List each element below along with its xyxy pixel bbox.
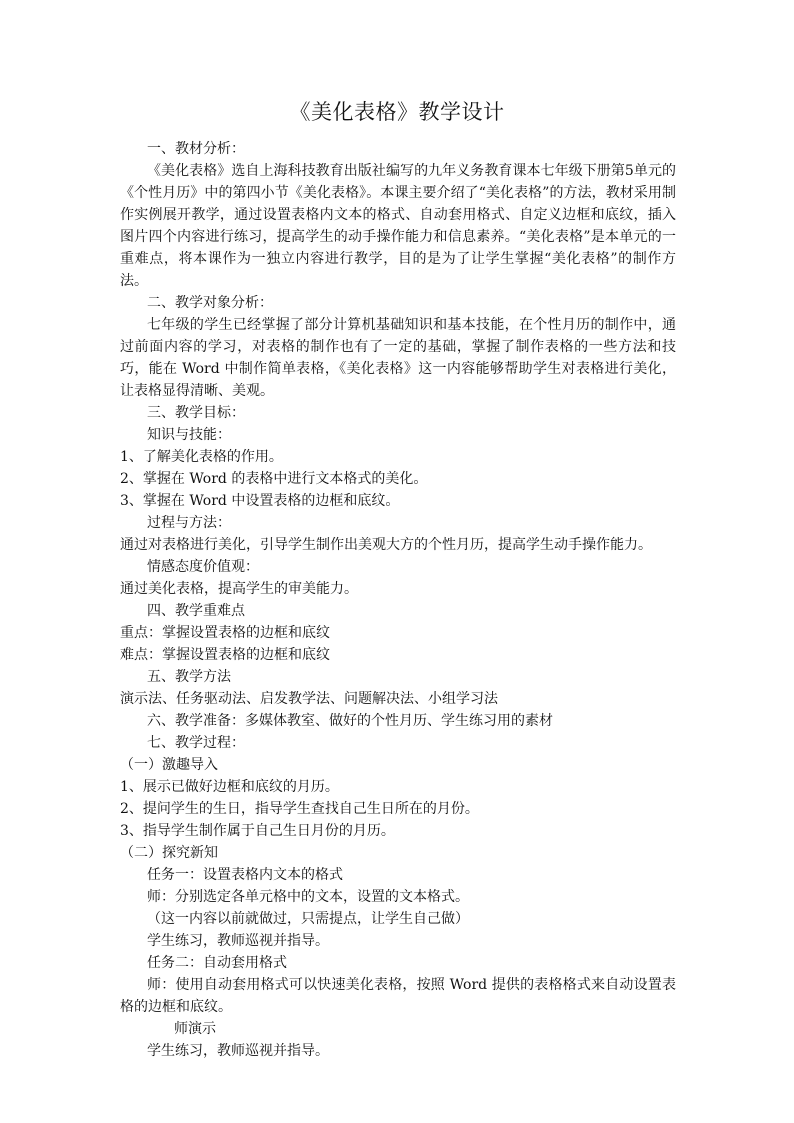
paragraph-line: 师演示 <box>174 1021 216 1037</box>
document-body <box>120 138 676 1062</box>
list-item: 2、掌握在 Word 的表格中进行文本格式的美化。 <box>120 471 428 487</box>
section-heading: 二、教学对象分析： <box>147 295 273 311</box>
paragraph-line: （这一内容以前就做过，只需提点，让学生自己做） <box>147 911 469 927</box>
list-item: 3、掌握在 Word 中设置表格的边框和底纹。 <box>120 493 400 509</box>
list-item: 3、指导学生制作属于自己生日月份的月历。 <box>120 823 395 839</box>
subheading: （二）探究新知 <box>120 845 218 861</box>
subheading: （一）激趣导入 <box>120 757 218 773</box>
subheading: 知识与技能： <box>147 427 231 443</box>
subheading: 过程与方法： <box>147 515 231 531</box>
paragraph: 《美化表格》选自上海科技教育出版社编写的九年义务教育课本七年级下册第5单元的《个性月历》中的第四小节《美化表格》。本课主要介绍了“美化表格”的方法，教材采用制作实例展开教学，通过设置表格内文本的格式、自动套用格式、自定义边框和底纹，插入图片四个内容进行练习，提高学生的动手操作能力和信息素养。“美化表格”是本单元的一重难点，将本课作为一独立内容进行教学，目的是为了让学生掌握“美化表格”的制作方法。 <box>120 163 676 289</box>
section-heading: 六、教学准备：多媒体教室、做好的个性月历、学生练习用的素材 <box>147 713 553 729</box>
paragraph-line: 通过美化表格，提高学生的审美能力。 <box>120 581 358 597</box>
paragraph-line: 演示法、任务驱动法、启发教学法、问题解决法、小组学习法 <box>120 691 498 707</box>
paragraph-line: 重点：掌握设置表格的边框和底纹 <box>120 625 330 641</box>
section-heading: 一、教材分析： <box>147 141 245 157</box>
section-heading: 四、教学重难点 <box>147 603 245 619</box>
paragraph-line: 学生练习，教师巡视并指导。 <box>147 933 329 949</box>
paragraph-line: 通过对表格进行美化，引导学生制作出美观大方的个性月历，提高学生动手操作能力。 <box>120 537 652 553</box>
paragraph-line: 学生练习，教师巡视并指导。 <box>147 1043 329 1059</box>
list-item: 1、展示已做好边框和底纹的月历。 <box>120 779 339 795</box>
paragraph: 七年级的学生已经掌握了部分计算机基础知识和基本技能，在个性月历的制作中，通过前面内容的学习，对表格的制作也有了一定的基础，掌握了制作表格的一些方法和技巧，能在 Word 中制作简单表格，《美化表格》这一内容能够帮助学生对表格进行美化，让表格显得清晰、美观。 <box>120 317 676 399</box>
paragraph-line: 师：分别选定各单元格中的文本，设置的文本格式。 <box>147 889 469 905</box>
document-title: 《美化表格》教学设计 <box>289 100 505 124</box>
section-heading: 三、教学目标： <box>147 405 245 421</box>
list-item: 1、了解美化表格的作用。 <box>120 449 283 465</box>
section-heading: 五、教学方法 <box>147 669 231 685</box>
task-heading: 任务一：设置表格内文本的格式 <box>147 867 343 883</box>
section-heading: 七、教学过程： <box>147 735 245 751</box>
paragraph: 师：使用自动套用格式可以快速美化表格，按照 Word 提供的表格格式来自动设置表格的边框和底纹。 <box>120 977 676 1015</box>
task-heading: 任务二：自动套用格式 <box>147 955 287 971</box>
subheading: 情感态度价值观： <box>147 559 259 575</box>
list-item: 2、提问学生的生日，指导学生查找自己生日所在的月份。 <box>120 801 479 817</box>
paragraph-line: 难点：掌握设置表格的边框和底纹 <box>120 647 330 663</box>
